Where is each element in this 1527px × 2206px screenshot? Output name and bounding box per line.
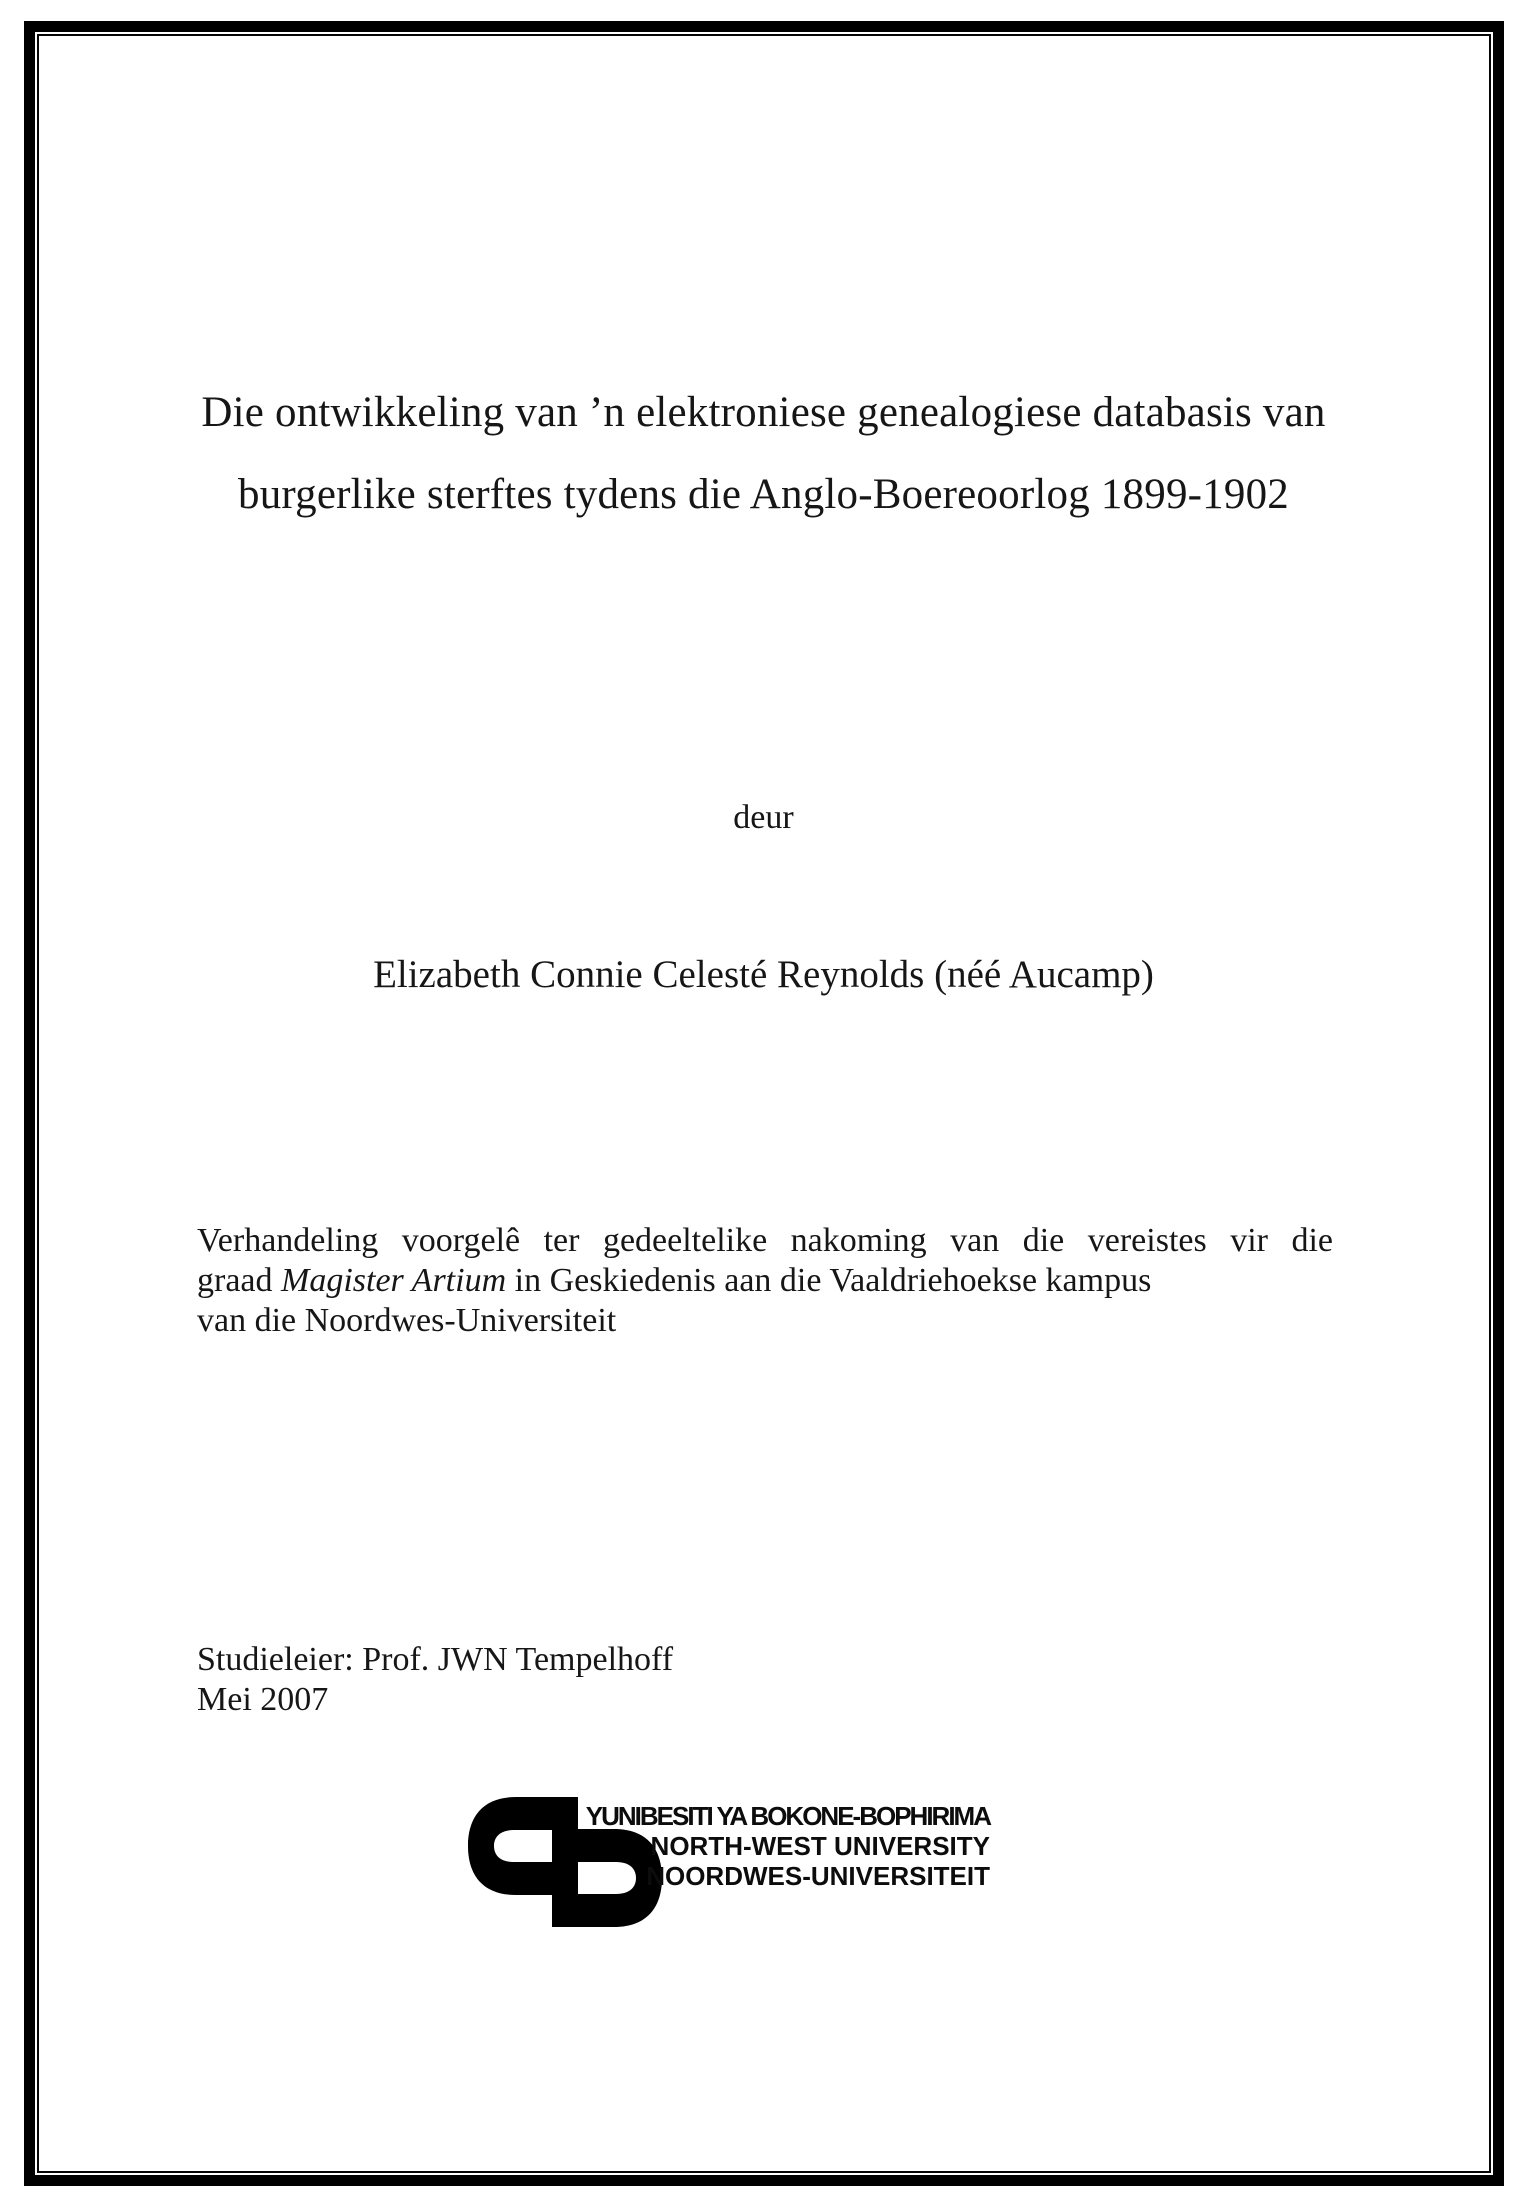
- degree-statement-line-2: [197, 1261, 1333, 1301]
- thesis-title-line-2: burgerlike sterftes tydens die Anglo-Boereoorlog 1899-1902: [238, 471, 1289, 518]
- nwu-logo-line-afrikaans: NOORDWES-UNIVERSITEIT: [646, 1861, 990, 1891]
- degree-statement-line-1: Verhandeling voorgelê ter gedeeltelike nakoming van die vereistes vir die: [197, 1222, 1333, 1259]
- thesis-title: [0, 372, 1527, 536]
- nwu-logo-wordmark: [586, 1801, 990, 1891]
- degree-statement-line-3: van die Noordwes-Universiteit: [197, 1302, 617, 1339]
- byline-deur: deur: [733, 799, 794, 836]
- supervisor-line: Studieleier: Prof. JWN Tempelhoff: [197, 1641, 674, 1678]
- author-name: Elizabeth Connie Celesté Reynolds (néé Aucamp): [373, 953, 1154, 996]
- degree-statement-line-2-suffix: in Geskiedenis aan die Vaaldriehoekse kampus: [506, 1262, 1152, 1299]
- degree-name-italic: Magister Artium: [281, 1262, 507, 1299]
- degree-statement: [197, 1221, 1333, 1341]
- degree-statement-line-2-prefix: graad: [197, 1262, 282, 1299]
- thesis-title-line-1: Die ontwikkeling van ’n elektroniese genealogiese databasis van: [201, 389, 1326, 436]
- nwu-logo-line-english: NORTH-WEST UNIVERSITY: [650, 1831, 990, 1861]
- date-line: Mei 2007: [197, 1681, 329, 1718]
- supervisor-block: [197, 1640, 1097, 1720]
- nwu-logo-line-setswana: YUNIBESITI YA BOKONE-BOPHIRIMA: [585, 1801, 990, 1831]
